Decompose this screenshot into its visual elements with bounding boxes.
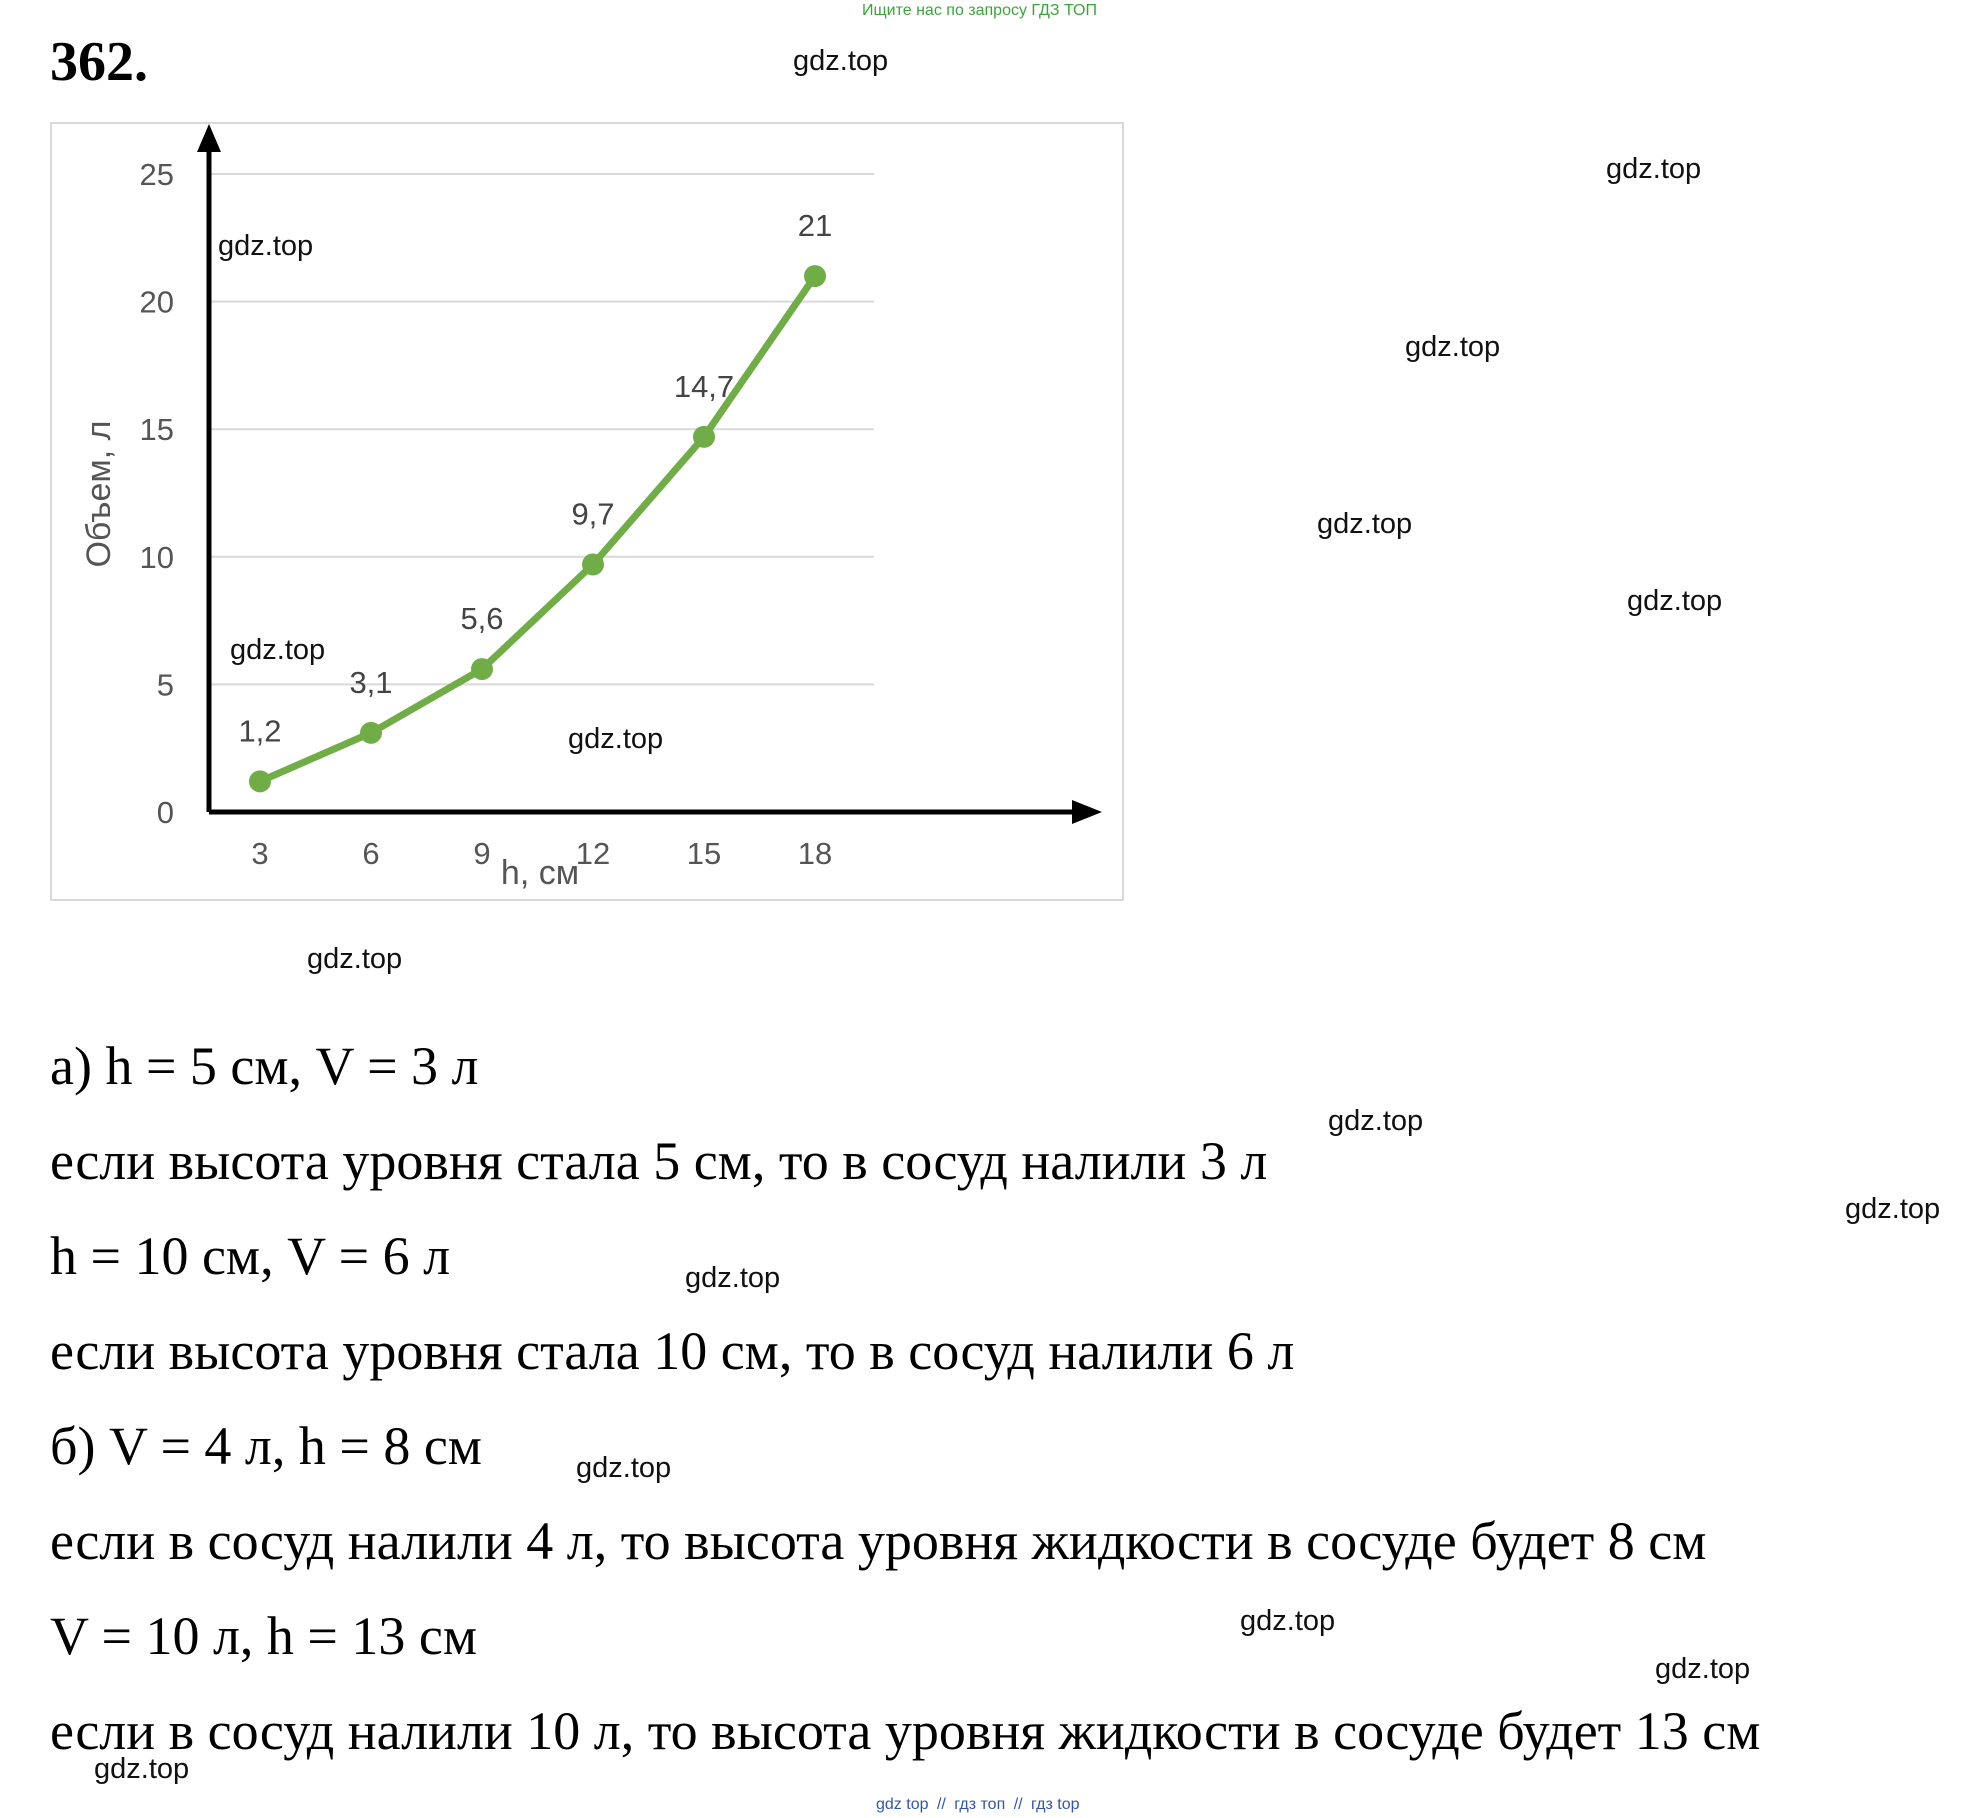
series: [249, 265, 826, 792]
x-tick-label: 3: [251, 836, 269, 871]
watermark: gdz.top: [568, 723, 664, 755]
watermark: gdz.top: [230, 634, 326, 666]
chart-frame: [50, 122, 1124, 901]
data-label: 14,7: [673, 368, 735, 404]
watermark: gdz.top: [576, 1452, 672, 1484]
watermark: gdz.top: [1328, 1105, 1424, 1137]
x-tick-label: 12: [575, 836, 611, 871]
footer-links: [876, 1796, 1084, 1814]
axes: [197, 124, 1102, 824]
problem-number: 362.: [50, 31, 148, 93]
watermark: gdz.top: [793, 45, 889, 77]
x-tick-label: 9: [473, 836, 491, 871]
data-label: 5,6: [460, 601, 504, 637]
solution-line: V = 10 л, h = 13 см: [50, 1606, 478, 1666]
watermark: gdz.top: [1606, 153, 1702, 185]
watermark: gdz.top: [1627, 585, 1723, 617]
x-tick-label: 6: [362, 836, 380, 871]
banner-text: Ищите нас по запросу ГДЗ ТОП: [862, 2, 1097, 19]
series-line: [260, 276, 815, 781]
data-point: [471, 658, 493, 680]
footer-link[interactable]: гдз топ: [954, 1796, 1006, 1813]
data-labels: [238, 208, 832, 748]
watermark: gdz.top: [1317, 508, 1413, 540]
data-point: [360, 722, 382, 744]
y-tick-label: 25: [139, 157, 174, 192]
y-axis-arrow: [197, 124, 221, 152]
data-point: [693, 426, 715, 448]
chart: [52, 124, 1126, 903]
footer-separator: //: [936, 1796, 946, 1813]
solution-line: если высота уровня стала 10 см, то в сосуд налили 6 л: [50, 1321, 1295, 1381]
y-tick-label: 10: [139, 539, 174, 575]
data-point: [804, 265, 826, 287]
y-tick-labels: [140, 157, 174, 830]
y-tick-label: 15: [139, 412, 174, 448]
watermark: gdz.top: [307, 943, 403, 975]
footer-separator: //: [1013, 1796, 1023, 1813]
solution-line: а) h = 5 см, V = 3 л: [50, 1036, 479, 1096]
solution-line: h = 10 см, V = 6 л: [50, 1226, 451, 1286]
solution-line: б) V = 4 л, h = 8 см: [50, 1416, 482, 1476]
data-label: 21: [797, 208, 833, 244]
footer-link[interactable]: гдз top: [1031, 1796, 1080, 1813]
y-tick-label: 5: [156, 667, 174, 703]
x-tick-label: 18: [797, 836, 833, 871]
footer-link[interactable]: gdz top: [876, 1796, 929, 1813]
watermark: gdz.top: [685, 1262, 781, 1294]
x-axis-arrow: [1072, 800, 1102, 824]
watermark: gdz.top: [1240, 1605, 1336, 1637]
watermark: gdz.top: [94, 1753, 190, 1785]
x-tick-label: 15: [686, 836, 722, 871]
watermark: gdz.top: [1655, 1653, 1751, 1685]
data-point: [582, 553, 604, 575]
solution-line: если высота уровня стала 5 см, то в сосуд налили 3 л: [50, 1131, 1268, 1191]
y-tick-label: 0: [156, 795, 174, 830]
data-label: 9,7: [571, 496, 615, 532]
y-axis-label: Объем, л: [80, 420, 118, 568]
y-tick-label: 20: [139, 284, 174, 320]
data-label: 1,2: [238, 713, 282, 749]
data-point: [249, 770, 271, 792]
watermark: gdz.top: [1405, 331, 1501, 363]
x-axis-label: h, см: [500, 854, 580, 892]
data-label: 3,1: [349, 664, 393, 700]
solution-line: если в сосуд налили 4 л, то высота уровня жидкости в сосуде будет 8 см: [50, 1511, 1707, 1571]
solution-line: если в сосуд налили 10 л, то высота уровня жидкости в сосуде будет 13 см: [50, 1701, 1761, 1761]
watermark: gdz.top: [218, 230, 314, 262]
watermark: gdz.top: [1845, 1193, 1941, 1225]
